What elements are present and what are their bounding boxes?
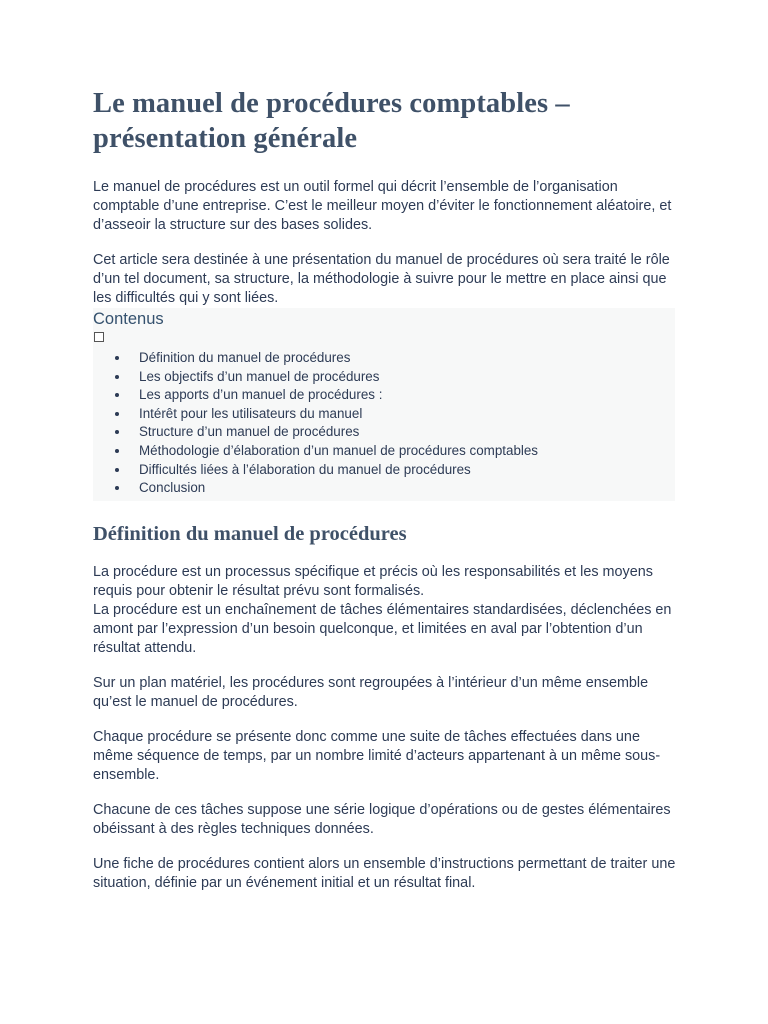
- toc-item-label: Difficultés liées à l’élaboration du manuel de procédures: [139, 461, 471, 477]
- article-title-line-2: présentation générale: [93, 123, 358, 154]
- toc-item-label: Intérêt pour les utilisateurs du manuel: [139, 405, 363, 421]
- article-title-line-1: Le manuel de procédures comptables –: [93, 88, 570, 119]
- bullet-icon: [115, 412, 119, 416]
- toc-item-label: Les apports d’un manuel de procédures :: [139, 387, 383, 403]
- toc-item-label: Les objectifs d’un manuel de procédures: [139, 368, 380, 384]
- bullet-icon: [115, 375, 119, 379]
- toc-title: Contenus: [93, 310, 164, 328]
- article-title: [93, 86, 683, 156]
- toc-item-difficultes[interactable]: [115, 461, 675, 480]
- section-title-definition: Définition du manuel de procédures: [93, 522, 407, 545]
- bullet-icon: [115, 486, 119, 490]
- intro-paragraph-2: Cet article sera destinée à une présentation du manuel de procédures où sera traité le rôle d’un tel document, sa structure, la méthodologie à suivre pour le mettre en place ainsi que les difficultés qui y sont liées.: [93, 252, 670, 306]
- toc-list: [93, 349, 675, 498]
- toc-item-label: Conclusion: [139, 480, 206, 496]
- bullet-icon: [115, 356, 119, 360]
- toc-item-label: Définition du manuel de procédures: [139, 350, 351, 365]
- article: [93, 86, 683, 909]
- toc-item-conclusion[interactable]: [115, 479, 675, 498]
- definition-sentence-1: La procédure est un processus spécifique et précis où les responsabilités et les moyens requis pour obtenir le résultat prévu sont formalisés.: [93, 563, 653, 599]
- bullet-icon: [115, 393, 119, 397]
- toc-item-structure[interactable]: [115, 423, 675, 442]
- toc-item-objectifs[interactable]: [115, 368, 675, 387]
- definition-sentence-2: La procédure est un enchaînement de tâches élémentaires standardisées, déclenchées en amont par l’expression d’un besoin quelconque, et limitées en aval par l’obtention d’un résultat attendu.: [93, 601, 672, 656]
- definition-paragraph-5: Une fiche de procédures contient alors un ensemble d’instructions permettant de traiter une situation, définie par un événement initial et un résultat final.: [93, 855, 676, 891]
- definition-paragraph-3: Chaque procédure se présente donc comme une suite de tâches effectuées dans une même séquence de temps, par un nombre limité d’acteurs appartenant à un même sous-ensemble.: [93, 728, 661, 783]
- toc-item-label: Structure d’un manuel de procédures: [139, 424, 360, 440]
- toc-item-methodologie[interactable]: [115, 442, 675, 461]
- table-of-contents: [93, 308, 675, 501]
- definition-paragraph-2: Sur un plan matériel, les procédures sont regroupées à l’intérieur d’un même ensemble qu’est le manuel de procédures.: [93, 674, 649, 710]
- toc-item-label: Méthodologie d’élaboration d’un manuel de procédures comptables: [139, 442, 539, 458]
- bullet-icon: [115, 430, 119, 434]
- bullet-icon: [115, 449, 119, 453]
- definition-paragraph-4: Chacune de ces tâches suppose une série logique d’opérations ou de gestes élémentaires obéissant à des règles techniques données.: [93, 801, 671, 837]
- definition-paragraph-1: [93, 563, 683, 658]
- intro-paragraph-1: Le manuel de procédures est un outil formel qui décrit l’ensemble de l’organisation comptable d’une entreprise. C’est le meilleur moyen d’éviter le fonctionnement aléatoire, et d’asseoir la structure sur des bases solides.: [93, 179, 672, 233]
- toc-item-interet[interactable]: [115, 405, 675, 424]
- toc-item-definition[interactable]: [115, 349, 675, 368]
- toc-toggle-checkbox[interactable]: [94, 332, 104, 342]
- bullet-icon: [115, 468, 119, 472]
- toc-item-apports[interactable]: [115, 386, 675, 405]
